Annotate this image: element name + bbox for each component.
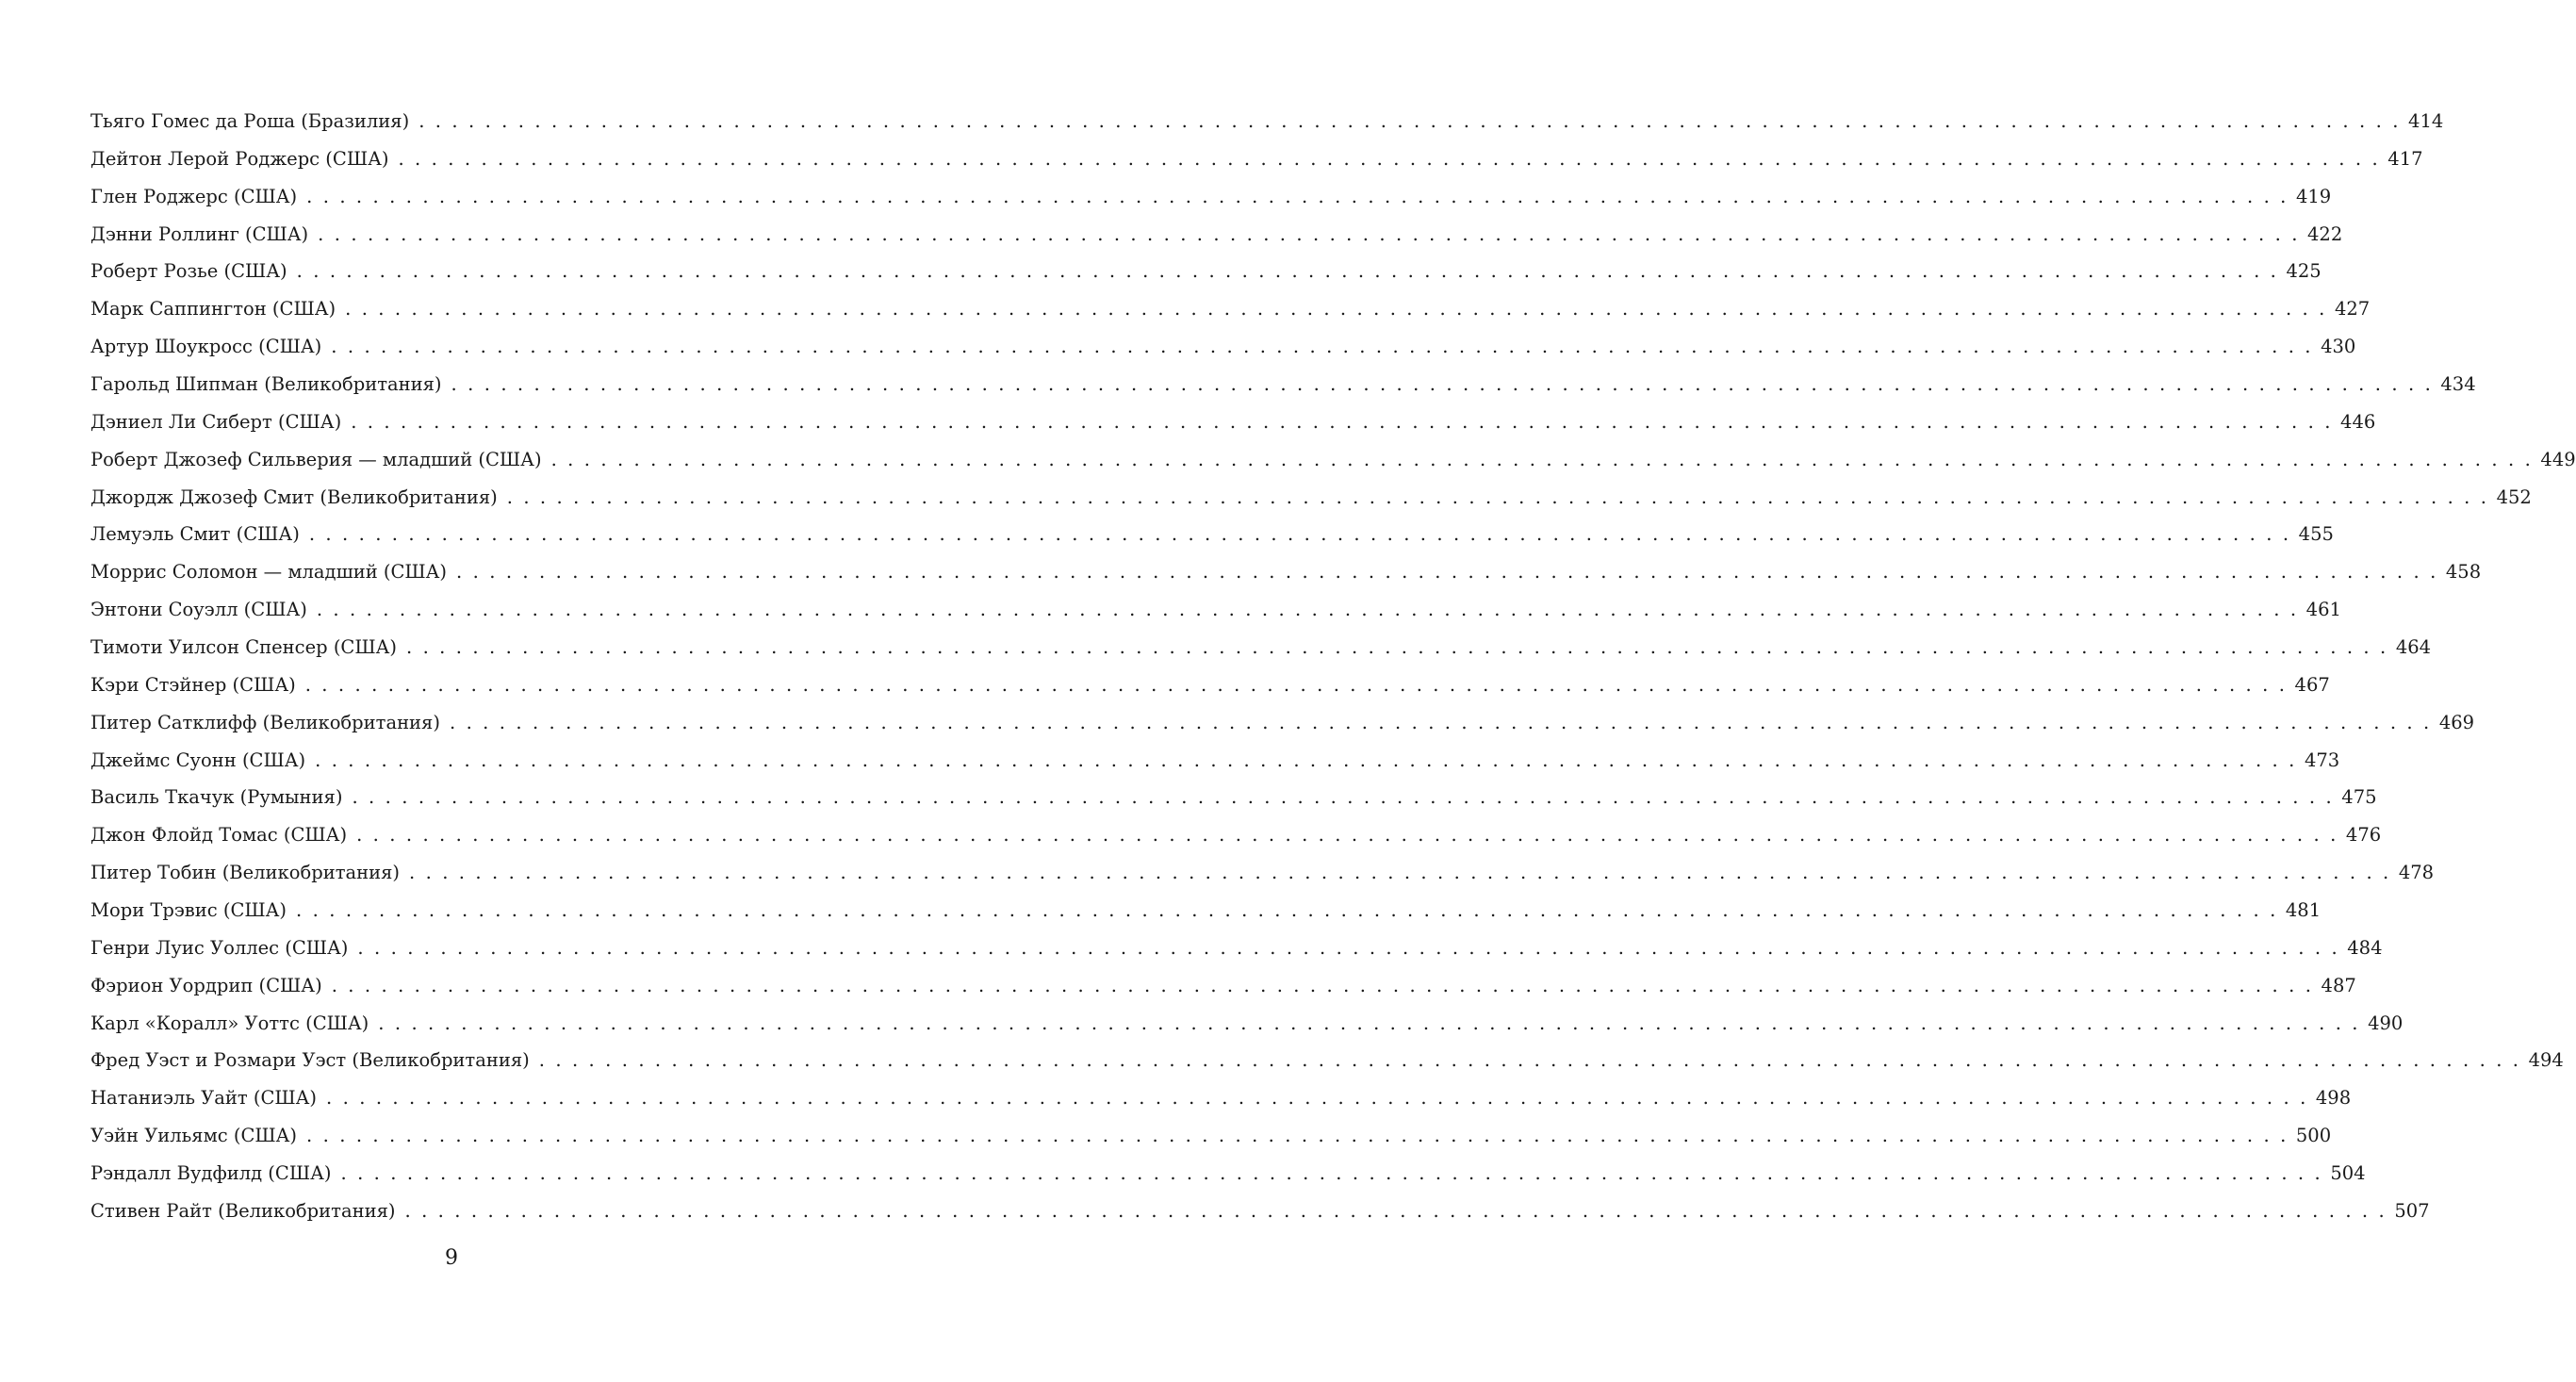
toc-entry-page: 476 bbox=[2345, 824, 2382, 847]
toc-entry bbox=[90, 403, 2376, 441]
toc-leader-dots: . . . . . . . . . . . . . . . . . . . . . . . . . . . . . . . . . . . . . . . . . . . . . . . . . . . . . . . . . . . . . . . . . . . . . . . . . . . . . . . . . . . . . . . . . . . . . . . . . . . . . . . . . . . . . . . . . . . . . . . . bbox=[296, 260, 2279, 283]
toc-leader-dots: . . . . . . . . . . . . . . . . . . . . . . . . . . . . . . . . . . . . . . . . . . . . . . . . . . . . . . . . . . . . . . . . . . . . . . . . . . . . . . . . . . . . . . . . . . . . . . . . . . . . . . . . . . . . . . . . . . . . . . . . bbox=[409, 862, 2391, 884]
toc-entry-page: 425 bbox=[2286, 260, 2322, 283]
toc-entry-page: 478 bbox=[2398, 862, 2435, 884]
toc-entry-title: Натаниэль Уайт (США) bbox=[90, 1087, 318, 1110]
toc-entry-page: 490 bbox=[2368, 1012, 2404, 1034]
toc-leader-dots: . . . . . . . . . . . . . . . . . . . . . . . . . . . . . . . . . . . . . . . . . . . . . . . . . . . . . . . . . . . . . . . . . . . . . . . . . . . . . . . . . . . . . . . . . . . . . . . . . . . . . . . . . . . . . . . . . . . . . . . . bbox=[449, 711, 2432, 733]
toc-entry bbox=[90, 930, 2383, 967]
toc-entry bbox=[90, 742, 2340, 780]
toc-leader-dots: . . . . . . . . . . . . . . . . . . . . . . . . . . . . . . . . . . . . . . . . . . . . . . . . . . . . . . . . . . . . . . . . . . . . . . . . . . . . . . . . . . . . . . . . . . . . . . . . . . . . . . . . . . . . . . . . . . . . . . . . bbox=[331, 974, 2314, 996]
toc-entry-page: 504 bbox=[2330, 1162, 2366, 1185]
toc-entry-title: Питер Тобин (Великобритания) bbox=[90, 862, 401, 884]
toc-entry-page: 475 bbox=[2341, 786, 2377, 809]
toc-leader-dots: . . . . . . . . . . . . . . . . . . . . . . . . . . . . . . . . . . . . . . . . . . . . . . . . . . . . . . . . . . . . . . . . . . . . . . . . . . . . . . . . . . . . . . . . . . . . . . . . . . . . . . . . . . . . . . . . . . . . . . . . bbox=[306, 1125, 2289, 1147]
toc-entry-title: Стивен Райт (Великобритания) bbox=[90, 1199, 396, 1222]
toc-entry-title: Джордж Джозеф Смит (Великобритания) bbox=[90, 485, 498, 508]
toc-entry-title: Кэри Стэйнер (США) bbox=[90, 673, 296, 696]
toc-entry-page: 500 bbox=[2295, 1125, 2332, 1147]
toc-entry-title: Моррис Соломон — младший (США) bbox=[90, 561, 448, 584]
toc-entry bbox=[90, 516, 2334, 553]
toc-entry-page: 469 bbox=[2438, 711, 2475, 733]
toc-entry bbox=[90, 666, 2330, 704]
toc-entry bbox=[90, 328, 2356, 366]
toc-entry-page: 430 bbox=[2321, 336, 2356, 358]
toc-entry-page: 422 bbox=[2307, 222, 2343, 245]
toc-entry-title: Тимоти Уилсон Спенсер (США) bbox=[90, 636, 397, 659]
toc-entry bbox=[90, 892, 2322, 930]
toc-entry bbox=[90, 1193, 2430, 1230]
toc-entry-page: 467 bbox=[2294, 673, 2330, 696]
toc-entry-page: 484 bbox=[2347, 936, 2383, 959]
toc-leader-dots: . . . . . . . . . . . . . . . . . . . . . . . . . . . . . . . . . . . . . . . . . . . . . . . . . . . . . . . . . . . . . . . . . . . . . . . . . . . . . . . . . . . . . . . . . . . . . . . . . . . . . . . . . . . . . . . . . . . . . . . . bbox=[331, 336, 2314, 358]
toc-leader-dots: . . . . . . . . . . . . . . . . . . . . . . . . . . . . . . . . . . . . . . . . . . . . . . . . . . . . . . . . . . . . . . . . . . . . . . . . . . . . . . . . . . . . . . . . . . . . . . . . . . . . . . . . . . . . . . . . . . . . . . . . bbox=[326, 1087, 2308, 1110]
toc-leader-dots: . . . . . . . . . . . . . . . . . . . . . . . . . . . . . . . . . . . . . . . . . . . . . . . . . . . . . . . . . . . . . . . . . . . . . . . . . . . . . . . . . . . . . . . . . . . . . . . . . . . . . . . . . . . . . . . . . . . . . . . . bbox=[318, 222, 2301, 245]
toc-entry-title: Генри Луис Уоллес (США) bbox=[90, 936, 349, 959]
toc-entry-title: Джеймс Суонн (США) bbox=[90, 749, 306, 771]
toc-entry-title: Рэндалл Вудфилд (США) bbox=[90, 1162, 332, 1185]
toc-entry-page: 458 bbox=[2445, 561, 2482, 584]
toc-entry-title: Фред Уэст и Розмари Уэст (Великобритания) bbox=[90, 1049, 530, 1072]
toc-entry bbox=[90, 779, 2377, 816]
toc-leader-dots: . . . . . . . . . . . . . . . . . . . . . . . . . . . . . . . . . . . . . . . . . . . . . . . . . . . . . . . . . . . . . . . . . . . . . . . . . . . . . . . . . . . . . . . . . . . . . . . . . . . . . . . . . . . . . . . . . . . . . . . . bbox=[405, 636, 2388, 659]
toc-entry bbox=[90, 967, 2356, 1005]
toc-leader-dots: . . . . . . . . . . . . . . . . . . . . . . . . . . . . . . . . . . . . . . . . . . . . . . . . . . . . . . . . . . . . . . . . . . . . . . . . . . . . . . . . . . . . . . . . . . . . . . . . . . . . . . . . . . . . . . . . . . . . . . . . bbox=[378, 1012, 2361, 1034]
toc-entry bbox=[90, 1079, 2352, 1117]
toc-entry bbox=[90, 591, 2341, 629]
toc-entry-page: 461 bbox=[2305, 599, 2341, 621]
toc-entry-title: Дейтон Лерой Роджерс (США) bbox=[90, 147, 389, 170]
toc-entry-title: Василь Ткачук (Румыния) bbox=[90, 786, 343, 809]
toc-entry-title: Джон Флойд Томас (США) bbox=[90, 824, 348, 847]
toc-entry bbox=[90, 216, 2343, 254]
toc-entry bbox=[90, 1155, 2366, 1193]
toc-entry bbox=[90, 103, 2444, 140]
toc-entry bbox=[90, 140, 2423, 178]
table-of-contents bbox=[90, 103, 2576, 1230]
toc-entry-page: 481 bbox=[2285, 899, 2322, 922]
toc-leader-dots: . . . . . . . . . . . . . . . . . . . . . . . . . . . . . . . . . . . . . . . . . . . . . . . . . . . . . . . . . . . . . . . . . . . . . . . . . . . . . . . . . . . . . . . . . . . . . . . . . . . . . . . . . . . . . . . . . . . . . . . . bbox=[506, 485, 2489, 508]
toc-entry-title: Уэйн Уильямс (США) bbox=[90, 1125, 298, 1147]
toc-leader-dots: . . . . . . . . . . . . . . . . . . . . . . . . . . . . . . . . . . . . . . . . . . . . . . . . . . . . . . . . . . . . . . . . . . . . . . . . . . . . . . . . . . . . . . . . . . . . . . . . . . . . . . . . . . . . . . . . . . . . . . . . bbox=[357, 936, 2340, 959]
toc-leader-dots: . . . . . . . . . . . . . . . . . . . . . . . . . . . . . . . . . . . . . . . . . . . . . . . . . . . . . . . . . . . . . . . . . . . . . . . . . . . . . . . . . . . . . . . . . . . . . . . . . . . . . . . . . . . . . . . . . . . . . . . . bbox=[304, 673, 2288, 696]
toc-entry-title: Питер Сатклифф (Великобритания) bbox=[90, 711, 440, 733]
toc-entry-page: 434 bbox=[2440, 373, 2476, 396]
toc-entry-title: Лемуэль Смит (США) bbox=[90, 523, 300, 546]
toc-leader-dots: . . . . . . . . . . . . . . . . . . . . . . . . . . . . . . . . . . . . . . . . . . . . . . . . . . . . . . . . . . . . . . . . . . . . . . . . . . . . . . . . . . . . . . . . . . . . . . . . . . . . . . . . . . . . . . . . . . . . . . . . bbox=[345, 298, 2327, 321]
toc-leader-dots: . . . . . . . . . . . . . . . . . . . . . . . . . . . . . . . . . . . . . . . . . . . . . . . . . . . . . . . . . . . . . . . . . . . . . . . . . . . . . . . . . . . . . . . . . . . . . . . . . . . . . . . . . . . . . . . . . . . . . . . . bbox=[315, 749, 2297, 771]
toc-entry-title: Гарольд Шипман (Великобритания) bbox=[90, 373, 442, 396]
toc-leader-dots: . . . . . . . . . . . . . . . . . . . . . . . . . . . . . . . . . . . . . . . . . . . . . . . . . . . . . . . . . . . . . . . . . . . . . . . . . . . . . . . . . . . . . . . . . . . . . . . . . . . . . . . . . . . . . . . . . . . . . . . . bbox=[356, 824, 2338, 847]
toc-entry-title: Энтони Соуэлл (США) bbox=[90, 599, 307, 621]
toc-leader-dots: . . . . . . . . . . . . . . . . . . . . . . . . . . . . . . . . . . . . . . . . . . . . . . . . . . . . . . . . . . . . . . . . . . . . . . . . . . . . . . . . . . . . . . . . . . . . . . . . . . . . . . . . . . . . . . . . . . . . . . . . bbox=[398, 147, 2381, 170]
toc-entry-title: Дэнни Роллинг (США) bbox=[90, 222, 309, 245]
toc-leader-dots: . . . . . . . . . . . . . . . . . . . . . . . . . . . . . . . . . . . . . . . . . . . . . . . . . . . . . . . . . . . . . . . . . . . . . . . . . . . . . . . . . . . . . . . . . . . . . . . . . . . . . . . . . . . . . . . . . . . . . . . . bbox=[451, 373, 2434, 396]
page-number: 9 bbox=[445, 1246, 458, 1270]
toc-entry bbox=[90, 253, 2322, 290]
toc-entry bbox=[90, 290, 2371, 328]
toc-entry bbox=[90, 1117, 2332, 1155]
toc-entry-title: Тьяго Гомес да Роша (Бразилия) bbox=[90, 110, 410, 132]
toc-entry bbox=[90, 553, 2482, 591]
toc-entry-page: 498 bbox=[2315, 1087, 2352, 1110]
toc-leader-dots: . . . . . . . . . . . . . . . . . . . . . . . . . . . . . . . . . . . . . . . . . . . . . . . . . . . . . . . . . . . . . . . . . . . . . . . . . . . . . . . . . . . . . . . . . . . . . . . . . . . . . . . . . . . . . . . . . . . . . . . . bbox=[538, 1049, 2521, 1072]
toc-leader-dots: . . . . . . . . . . . . . . . . . . . . . . . . . . . . . . . . . . . . . . . . . . . . . . . . . . . . . . . . . . . . . . . . . . . . . . . . . . . . . . . . . . . . . . . . . . . . . . . . . . . . . . . . . . . . . . . . . . . . . . . . bbox=[550, 448, 2534, 470]
toc-entry-title: Мори Трэвис (США) bbox=[90, 899, 287, 922]
toc-entry-title: Фэрион Уордрип (США) bbox=[90, 974, 322, 996]
toc-entry bbox=[90, 366, 2476, 403]
toc-entry-page: 507 bbox=[2394, 1199, 2430, 1222]
toc-entry-title: Карл «Коралл» Уоттс (США) bbox=[90, 1012, 369, 1034]
toc-entry-title: Марк Саппингтон (США) bbox=[90, 298, 336, 321]
toc-entry bbox=[90, 854, 2435, 892]
toc-entry bbox=[90, 629, 2432, 666]
toc-entry bbox=[90, 1005, 2404, 1043]
toc-entry bbox=[90, 1042, 2564, 1079]
toc-entry-page: 414 bbox=[2408, 110, 2444, 132]
toc-leader-dots: . . . . . . . . . . . . . . . . . . . . . . . . . . . . . . . . . . . . . . . . . . . . . . . . . . . . . . . . . . . . . . . . . . . . . . . . . . . . . . . . . . . . . . . . . . . . . . . . . . . . . . . . . . . . . . . . . . . . . . . . bbox=[340, 1162, 2323, 1185]
toc-entry-page: 464 bbox=[2395, 636, 2432, 659]
toc-entry bbox=[90, 816, 2382, 854]
toc-leader-dots: . . . . . . . . . . . . . . . . . . . . . . . . . . . . . . . . . . . . . . . . . . . . . . . . . . . . . . . . . . . . . . . . . . . . . . . . . . . . . . . . . . . . . . . . . . . . . . . . . . . . . . . . . . . . . . . . . . . . . . . . bbox=[352, 786, 2335, 809]
toc-entry-page: 487 bbox=[2321, 974, 2356, 996]
toc-leader-dots: . . . . . . . . . . . . . . . . . . . . . . . . . . . . . . . . . . . . . . . . . . . . . . . . . . . . . . . . . . . . . . . . . . . . . . . . . . . . . . . . . . . . . . . . . . . . . . . . . . . . . . . . . . . . . . . . . . . . . . . . bbox=[296, 899, 2278, 922]
toc-entry-page: 419 bbox=[2295, 185, 2332, 207]
toc-entry-title: Роберт Джозеф Сильверия — младший (США) bbox=[90, 448, 542, 470]
toc-entry-title: Роберт Розье (США) bbox=[90, 260, 287, 283]
toc-entry bbox=[90, 479, 2532, 517]
toc-leader-dots: . . . . . . . . . . . . . . . . . . . . . . . . . . . . . . . . . . . . . . . . . . . . . . . . . . . . . . . . . . . . . . . . . . . . . . . . . . . . . . . . . . . . . . . . . . . . . . . . . . . . . . . . . . . . . . . . . . . . . . . . bbox=[316, 599, 2299, 621]
toc-entry-page: 494 bbox=[2528, 1049, 2564, 1072]
toc-entry bbox=[90, 441, 2576, 479]
toc-leader-dots: . . . . . . . . . . . . . . . . . . . . . . . . . . . . . . . . . . . . . . . . . . . . . . . . . . . . . . . . . . . . . . . . . . . . . . . . . . . . . . . . . . . . . . . . . . . . . . . . . . . . . . . . . . . . . . . . . . . . . . . . bbox=[404, 1199, 2387, 1222]
toc-leader-dots: . . . . . . . . . . . . . . . . . . . . . . . . . . . . . . . . . . . . . . . . . . . . . . . . . . . . . . . . . . . . . . . . . . . . . . . . . . . . . . . . . . . . . . . . . . . . . . . . . . . . . . . . . . . . . . . . . . . . . . . . bbox=[351, 410, 2334, 433]
toc-entry bbox=[90, 178, 2332, 216]
toc-entry bbox=[90, 704, 2475, 742]
toc-leader-dots: . . . . . . . . . . . . . . . . . . . . . . . . . . . . . . . . . . . . . . . . . . . . . . . . . . . . . . . . . . . . . . . . . . . . . . . . . . . . . . . . . . . . . . . . . . . . . . . . . . . . . . . . . . . . . . . . . . . . . . . . bbox=[306, 185, 2289, 207]
toc-entry-page: 473 bbox=[2304, 749, 2340, 771]
toc-entry-title: Дэниел Ли Сиберт (США) bbox=[90, 410, 342, 433]
toc-entry-title: Глен Роджерс (США) bbox=[90, 185, 298, 207]
toc-entry-page: 449 bbox=[2540, 448, 2576, 470]
toc-entry-page: 427 bbox=[2334, 298, 2371, 321]
toc-leader-dots: . . . . . . . . . . . . . . . . . . . . . . . . . . . . . . . . . . . . . . . . . . . . . . . . . . . . . . . . . . . . . . . . . . . . . . . . . . . . . . . . . . . . . . . . . . . . . . . . . . . . . . . . . . . . . . . . . . . . . . . . bbox=[456, 561, 2438, 584]
toc-leader-dots: . . . . . . . . . . . . . . . . . . . . . . . . . . . . . . . . . . . . . . . . . . . . . . . . . . . . . . . . . . . . . . . . . . . . . . . . . . . . . . . . . . . . . . . . . . . . . . . . . . . . . . . . . . . . . . . . . . . . . . . . bbox=[308, 523, 2291, 546]
toc-entry-page: 446 bbox=[2340, 410, 2376, 433]
toc-entry-page: 452 bbox=[2496, 485, 2532, 508]
toc-entry-page: 417 bbox=[2387, 147, 2423, 170]
toc-leader-dots: . . . . . . . . . . . . . . . . . . . . . . . . . . . . . . . . . . . . . . . . . . . . . . . . . . . . . . . . . . . . . . . . . . . . . . . . . . . . . . . . . . . . . . . . . . . . . . . . . . . . . . . . . . . . . . . . . . . . . . . . bbox=[418, 110, 2402, 132]
toc-entry-page: 455 bbox=[2298, 523, 2334, 546]
toc-entry-title: Артур Шоукросс (США) bbox=[90, 336, 322, 358]
